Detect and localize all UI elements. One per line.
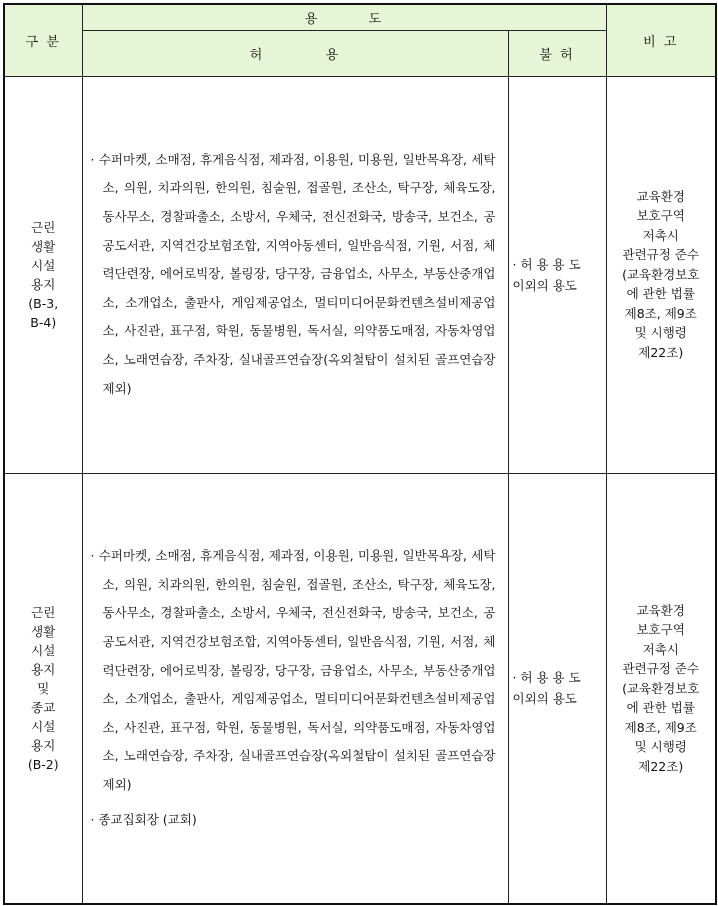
cell-line: 관련규정 준수 [622, 661, 699, 676]
header-forbidden: 불 허 [508, 30, 606, 76]
category-cell [4, 473, 82, 904]
forbidden-cell [508, 473, 606, 904]
cell-line: 용지 [31, 661, 56, 677]
cell-line: 저촉시 [642, 227, 679, 243]
cell-line: 및 시행령 [634, 739, 687, 754]
cell-line: 보호구역 [636, 622, 685, 637]
cell-line: 및 시행령 [634, 325, 687, 341]
cell-line: 용지 [31, 737, 56, 753]
category-cell [4, 76, 82, 473]
cell-line: 저촉시 [642, 641, 679, 657]
cell-line: 근린 [31, 219, 56, 235]
cell-line: (B-2) [27, 756, 59, 772]
cell-line: 및 [37, 680, 50, 696]
remarks-lines [609, 187, 714, 363]
cell-line: 제8조, 제9조 [624, 305, 697, 321]
cell-line: 시설 [31, 642, 56, 658]
table-row [4, 76, 716, 473]
allowed-text: · 수퍼마켓, 소매점, 휴게음식점, 제과점, 이용원, 미용원, 일반목욕장, 세탁소, 의원, 치과의원, 한의원, 침술원, 접골원, 조산소, 탁구장, 체육도장, 동사무소, 경찰파출소, 소방서, 우체국, 전신전화국, 방송국, 보건소, 공공도서관, 지역건강보험조합, 지역아동센터, 일반음식점, 기원, 서점, 체력단련장, 에어로빅장, 볼링장, 당구장, 금융업소, 사무소, 부동산중개업소, 소개업소, 출판사, 게임제공업소, 멀티미디어문화컨텐츠설비제공업소, 사진관, 표구점, 학원, 동물병원, 독서실, 의약품도매점, 자동차영업소, 노래연습장, 주차장, 실내골프연습장(옥외철탑이 설치된 골프연습장 제외) [90, 548, 496, 793]
allowed-extra-text: · 종교집회장 (교회) [90, 811, 197, 827]
table-row [4, 473, 716, 904]
cell-line: · 허 용 용 도 [512, 256, 581, 272]
cell-line: 교육환경 [636, 602, 685, 618]
forbidden-lines [513, 667, 604, 709]
remarks-cell [606, 473, 716, 904]
forbidden-cell [508, 76, 606, 473]
cell-line: 보호구역 [636, 208, 685, 224]
cell-line: 용지 [31, 276, 56, 292]
forbidden-lines [513, 254, 604, 296]
remarks-cell [606, 76, 716, 473]
cell-line: 이외의 용도 [512, 277, 577, 293]
header-usage [82, 4, 606, 30]
category-lines [5, 603, 82, 774]
cell-line: 제22조) [638, 758, 684, 774]
allowed-cell [82, 76, 508, 473]
cell-line: 근린 [31, 604, 56, 620]
header-allowed [82, 30, 508, 76]
cell-line: 관련규정 준수 [622, 247, 699, 263]
cell-line: 에 관한 법률 [626, 700, 695, 715]
header-usage-label: 용 도 [304, 11, 384, 27]
remarks-lines [609, 601, 714, 777]
cell-line: 제8조, 제9조 [624, 719, 697, 735]
cell-line: 제22조) [638, 344, 684, 360]
cell-line: (교육환경보호 [622, 266, 700, 282]
cell-line: 종교 [31, 699, 56, 715]
cell-line: 생활 [31, 238, 56, 254]
cell-line: 생활 [31, 623, 56, 639]
cell-line: B-4) [30, 314, 57, 330]
cell-line: 에 관한 법률 [626, 286, 695, 302]
cell-line: 시설 [31, 718, 56, 734]
header-remarks: 비 고 [606, 4, 716, 76]
cell-line: · 허 용 용 도 [512, 670, 581, 686]
header-category: 구 분 [4, 4, 82, 76]
header-allowed-label: 허 용 [249, 47, 341, 63]
cell-line: (교육환경보호 [622, 680, 700, 696]
cell-line: 이외의 용도 [512, 691, 577, 707]
allowed-text: · 수퍼마켓, 소매점, 휴게음식점, 제과점, 이용원, 미용원, 일반목욕장, 세탁소, 의원, 치과의원, 한의원, 침술원, 접골원, 조산소, 탁구장, 체육도장, 동사무소, 경찰파출소, 소방서, 우체국, 전신전화국, 방송국, 보건소, 공공도서관, 지역건강보험조합, 지역아동센터, 일반음식점, 기원, 서점, 체력단련장, 에어로빅장, 볼링장, 당구장, 금융업소, 사무소, 부동산중개업소, 소개업소, 출판사, 게임제공업소, 멀티미디어문화컨텐츠설비제공업소, 사진관, 표구점, 학원, 동물병원, 독서실, 의약품도매점, 자동차영업소, 노래연습장, 주차장, 실내골프연습장(옥외철탑이 설치된 골프연습장 제외) [90, 151, 496, 396]
cell-line: (B-3, [28, 295, 59, 311]
cell-line: 시설 [31, 257, 56, 273]
cell-line: 교육환경 [636, 188, 685, 204]
category-lines [5, 218, 82, 332]
allowed-cell [82, 473, 508, 904]
land-use-table [3, 3, 717, 905]
